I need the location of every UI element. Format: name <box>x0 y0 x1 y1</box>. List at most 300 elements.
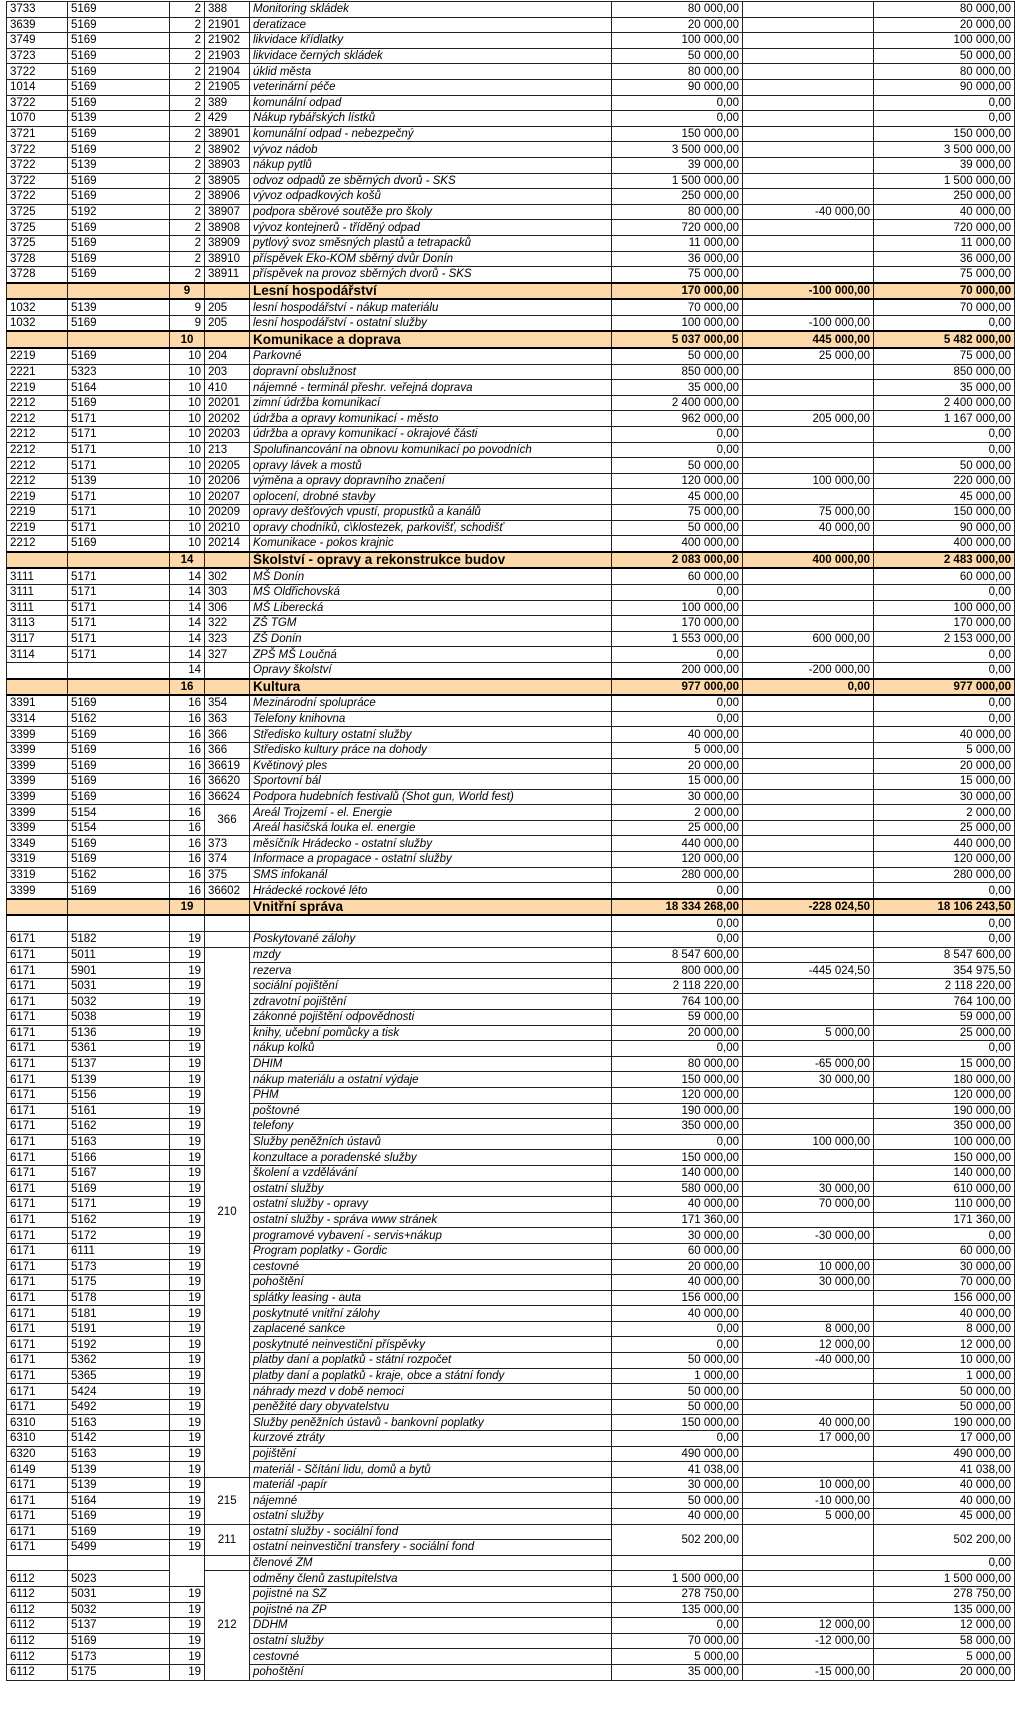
table-row <box>7 315 1015 331</box>
org-cell: 20210 <box>205 520 250 536</box>
table-row <box>7 647 1015 663</box>
text-cell: pohoštění <box>250 1664 612 1680</box>
text-cell: opravy dešťových vpustí, propustků a kanálů <box>250 505 612 521</box>
polozka-cell: 5169 <box>68 348 170 364</box>
org-cell: 323 <box>205 631 250 647</box>
polozka-cell: 5169 <box>68 189 170 205</box>
budget-cell: 0,00 <box>612 95 743 111</box>
change-cell: 30 000,00 <box>743 1275 874 1291</box>
odbor-cell: 2 <box>170 17 205 33</box>
text-cell: měsíčník Hrádecko - ostatní služby <box>250 836 612 852</box>
adjusted-cell: 0,00 <box>874 1228 1015 1244</box>
paragraf-cell: 6171 <box>7 1306 68 1322</box>
table-row <box>7 805 1015 821</box>
paragraf-cell: 3399 <box>7 789 68 805</box>
text-cell: Komunikace a doprava <box>250 331 612 348</box>
change-cell: 10 000,00 <box>743 1477 874 1493</box>
polozka-cell: 5154 <box>68 805 170 821</box>
polozka-cell: 5169 <box>68 836 170 852</box>
budget-cell: 75 000,00 <box>612 267 743 283</box>
text-cell: Mezinárodní spolupráce <box>250 695 612 711</box>
table-row <box>7 1571 1015 1587</box>
paragraf-cell: 2212 <box>7 473 68 489</box>
odbor-cell: 19 <box>170 1275 205 1291</box>
adjusted-cell: 45 000,00 <box>874 489 1015 505</box>
table-row <box>7 489 1015 505</box>
odbor-cell: 19 <box>170 1306 205 1322</box>
table-row <box>7 536 1015 552</box>
change-cell <box>743 64 874 80</box>
polozka-cell: 5172 <box>68 1228 170 1244</box>
change-cell: 12 000,00 <box>743 1618 874 1634</box>
text-cell: ostatní služby <box>250 1509 612 1525</box>
change-cell: 100 000,00 <box>743 473 874 489</box>
org-cell: 38911 <box>205 267 250 283</box>
change-cell <box>743 220 874 236</box>
adjusted-cell: 60 000,00 <box>874 1243 1015 1259</box>
table-row <box>7 1010 1015 1026</box>
table-row <box>7 932 1015 948</box>
budget-cell: 0,00 <box>612 1041 743 1057</box>
org-cell: 354 <box>205 695 250 711</box>
adjusted-cell: 59 000,00 <box>874 1010 1015 1026</box>
budget-cell: 30 000,00 <box>612 789 743 805</box>
budget-cell: 150 000,00 <box>612 1072 743 1088</box>
odbor-cell: 10 <box>170 473 205 489</box>
polozka-cell: 5169 <box>68 883 170 899</box>
table-row <box>7 1368 1015 1384</box>
budget-cell: 8 547 600,00 <box>612 947 743 963</box>
table-row <box>7 789 1015 805</box>
odbor-cell: 19 <box>170 1290 205 1306</box>
paragraf-cell: 3725 <box>7 220 68 236</box>
adjusted-cell: 156 000,00 <box>874 1290 1015 1306</box>
budget-cell: 80 000,00 <box>612 2 743 18</box>
odbor-cell: 10 <box>170 364 205 380</box>
change-cell <box>743 616 874 632</box>
adjusted-cell: 20 000,00 <box>874 17 1015 33</box>
adjusted-cell: 100 000,00 <box>874 600 1015 616</box>
change-cell <box>743 1602 874 1618</box>
table-row <box>7 267 1015 283</box>
odbor-cell: 14 <box>170 662 205 678</box>
text-cell: Středisko kultury ostatní služby <box>250 727 612 743</box>
text-cell: knihy, učební pomůcky a tisk <box>250 1025 612 1041</box>
polozka-cell: 5142 <box>68 1431 170 1447</box>
text-cell: výměna a opravy dopravního značení <box>250 473 612 489</box>
paragraf-cell: 2219 <box>7 380 68 396</box>
adjusted-cell: 850 000,00 <box>874 364 1015 380</box>
odbor-cell: 16 <box>170 742 205 758</box>
change-cell <box>743 79 874 95</box>
odbor-cell: 19 <box>170 899 205 916</box>
change-cell <box>743 380 874 396</box>
odbor-cell: 16 <box>170 711 205 727</box>
paragraf-cell: 3399 <box>7 758 68 774</box>
odbor-cell: 10 <box>170 536 205 552</box>
polozka-cell: 5171 <box>68 458 170 474</box>
budget-cell: 350 000,00 <box>612 1119 743 1135</box>
odbor-cell: 10 <box>170 395 205 411</box>
odbor-cell: 14 <box>170 552 205 569</box>
change-cell <box>743 95 874 111</box>
budget-cell: 20 000,00 <box>612 1025 743 1041</box>
table-row <box>7 852 1015 868</box>
paragraf-cell: 3111 <box>7 600 68 616</box>
odbor-cell: 19 <box>170 1010 205 1026</box>
paragraf-cell: 6171 <box>7 1321 68 1337</box>
change-cell <box>743 978 874 994</box>
change-cell <box>743 1290 874 1306</box>
budget-cell: 75 000,00 <box>612 505 743 521</box>
change-cell: -228 024,50 <box>743 899 874 916</box>
odbor-cell: 19 <box>170 1134 205 1150</box>
odbor-cell: 16 <box>170 727 205 743</box>
paragraf-cell: 6112 <box>7 1664 68 1680</box>
table-row <box>7 1353 1015 1369</box>
org-cell: 20201 <box>205 395 250 411</box>
table-row <box>7 947 1015 963</box>
text-cell: ZŠ TGM <box>250 616 612 632</box>
text-cell: Sportovní bál <box>250 774 612 790</box>
odbor-cell: 19 <box>170 978 205 994</box>
budget-cell: 41 038,00 <box>612 1462 743 1478</box>
change-cell <box>743 48 874 64</box>
change-cell: 205 000,00 <box>743 411 874 427</box>
odbor-cell: 19 <box>170 932 205 948</box>
adjusted-cell: 354 975,50 <box>874 963 1015 979</box>
table-row <box>7 348 1015 364</box>
text-cell: poskytnuté neinvestiční příspěvky <box>250 1337 612 1353</box>
budget-cell: 60 000,00 <box>612 568 743 584</box>
org-cell: 21903 <box>205 48 250 64</box>
budget-cell: 962 000,00 <box>612 411 743 427</box>
text-cell: komunální odpad - nebezpečný <box>250 126 612 142</box>
adjusted-cell: 2 153 000,00 <box>874 631 1015 647</box>
adjusted-cell: 764 100,00 <box>874 994 1015 1010</box>
text-cell: ostatní neinvestiční transfery - sociální fond <box>250 1540 612 1556</box>
table-row <box>7 915 1015 931</box>
adjusted-cell: 135 000,00 <box>874 1602 1015 1618</box>
paragraf-cell: 6171 <box>7 1165 68 1181</box>
change-cell: 100 000,00 <box>743 1134 874 1150</box>
change-cell <box>743 1571 874 1587</box>
polozka-cell: 5162 <box>68 867 170 883</box>
odbor-cell: 2 <box>170 95 205 111</box>
table-row <box>7 1056 1015 1072</box>
budget-cell: 2 000,00 <box>612 805 743 821</box>
budget-cell: 120 000,00 <box>612 1087 743 1103</box>
text-cell: komunální odpad <box>250 95 612 111</box>
paragraf-cell: 3721 <box>7 126 68 142</box>
table-row <box>7 742 1015 758</box>
polozka-cell: 5169 <box>68 315 170 331</box>
budget-cell: 170 000,00 <box>612 283 743 300</box>
budget-cell: 0,00 <box>612 695 743 711</box>
text-cell: mzdy <box>250 947 612 963</box>
table-row <box>7 568 1015 584</box>
budget-cell: 1 553 000,00 <box>612 631 743 647</box>
text-cell: nákup pytlů <box>250 157 612 173</box>
org-cell: 20209 <box>205 505 250 521</box>
paragraf-cell: 3319 <box>7 867 68 883</box>
adjusted-cell: 45 000,00 <box>874 1509 1015 1525</box>
adjusted-cell: 60 000,00 <box>874 568 1015 584</box>
org-cell: 38908 <box>205 220 250 236</box>
odbor-cell: 10 <box>170 331 205 348</box>
adjusted-cell: 11 000,00 <box>874 235 1015 251</box>
paragraf-cell: 3733 <box>7 2 68 18</box>
change-cell: 5 000,00 <box>743 1509 874 1525</box>
adjusted-cell: 50 000,00 <box>874 458 1015 474</box>
budget-cell: 35 000,00 <box>612 1664 743 1680</box>
table-row <box>7 1212 1015 1228</box>
paragraf-cell: 6171 <box>7 932 68 948</box>
adjusted-cell: 0,00 <box>874 1555 1015 1571</box>
paragraf-cell: 6310 <box>7 1431 68 1447</box>
odbor-cell: 19 <box>170 1103 205 1119</box>
org-cell: 327 <box>205 647 250 663</box>
org-cell: 38902 <box>205 142 250 158</box>
table-row <box>7 758 1015 774</box>
text-cell: telefony <box>250 1119 612 1135</box>
text-cell: Spolufinancování na obnovu komunikací po povodních <box>250 442 612 458</box>
adjusted-cell: 5 482 000,00 <box>874 331 1015 348</box>
text-cell: Parkovné <box>250 348 612 364</box>
paragraf-cell: 3722 <box>7 189 68 205</box>
polozka-cell: 5154 <box>68 820 170 836</box>
table-row <box>7 380 1015 396</box>
polozka-cell <box>68 331 170 348</box>
odbor-cell: 9 <box>170 299 205 315</box>
paragraf-cell: 3399 <box>7 805 68 821</box>
org-cell: 205 <box>205 315 250 331</box>
odbor-cell: 19 <box>170 1353 205 1369</box>
change-cell: -100 000,00 <box>743 315 874 331</box>
odbor-cell: 10 <box>170 348 205 364</box>
odbor-cell: 19 <box>170 1056 205 1072</box>
text-cell: Areál Trojzemí - el. Energie <box>250 805 612 821</box>
polozka-cell: 5163 <box>68 1446 170 1462</box>
change-cell: 40 000,00 <box>743 520 874 536</box>
org-cell: 389 <box>205 95 250 111</box>
change-cell <box>743 774 874 790</box>
text-cell: MŠ Donín <box>250 568 612 584</box>
adjusted-cell: 0,00 <box>874 647 1015 663</box>
text-cell: poštovné <box>250 1103 612 1119</box>
table-row <box>7 235 1015 251</box>
text-cell: splátky leasing - auta <box>250 1290 612 1306</box>
odbor-cell: 19 <box>170 1259 205 1275</box>
paragraf-cell: 6171 <box>7 1010 68 1026</box>
odbor-cell: 2 <box>170 189 205 205</box>
table-row <box>7 994 1015 1010</box>
odbor-cell: 19 <box>170 1150 205 1166</box>
paragraf-cell: 3399 <box>7 883 68 899</box>
change-cell <box>743 1119 874 1135</box>
org-cell: 204 <box>205 348 250 364</box>
table-row <box>7 64 1015 80</box>
change-cell <box>743 251 874 267</box>
change-cell <box>743 727 874 743</box>
change-cell <box>743 568 874 584</box>
change-cell <box>743 1010 874 1026</box>
paragraf-cell: 3722 <box>7 142 68 158</box>
change-cell: -200 000,00 <box>743 662 874 678</box>
org-cell: 21905 <box>205 79 250 95</box>
table-row <box>7 505 1015 521</box>
budget-cell: 100 000,00 <box>612 600 743 616</box>
table-row <box>7 1649 1015 1665</box>
text-cell: Program poplatky - Gordic <box>250 1243 612 1259</box>
paragraf-cell: 3723 <box>7 48 68 64</box>
paragraf-cell: 3722 <box>7 95 68 111</box>
change-cell <box>743 836 874 852</box>
change-cell <box>743 1555 874 1571</box>
category-row <box>7 283 1015 300</box>
text-cell: opravy lávek a mostů <box>250 458 612 474</box>
adjusted-cell: 100 000,00 <box>874 1134 1015 1150</box>
polozka-cell: 5365 <box>68 1368 170 1384</box>
paragraf-cell: 6171 <box>7 1228 68 1244</box>
budget-cell: 150 000,00 <box>612 1415 743 1431</box>
change-cell: -12 000,00 <box>743 1633 874 1649</box>
org-cell: 38910 <box>205 251 250 267</box>
budget-cell: 190 000,00 <box>612 1103 743 1119</box>
text-cell: DDHM <box>250 1618 612 1634</box>
polozka-cell: 5361 <box>68 1041 170 1057</box>
text-cell: Vnitřní správa <box>250 899 612 916</box>
odbor-cell: 10 <box>170 520 205 536</box>
polozka-cell: 5169 <box>68 1633 170 1649</box>
change-cell <box>743 915 874 931</box>
table-row <box>7 883 1015 899</box>
table-row <box>7 1633 1015 1649</box>
text-cell: PHM <box>250 1087 612 1103</box>
polozka-cell <box>68 679 170 696</box>
polozka-cell: 5169 <box>68 758 170 774</box>
paragraf-cell: 3749 <box>7 33 68 49</box>
polozka-cell: 5169 <box>68 142 170 158</box>
adjusted-cell: 30 000,00 <box>874 1259 1015 1275</box>
budget-table <box>6 1 1015 1681</box>
table-row <box>7 1493 1015 1509</box>
paragraf-cell: 3399 <box>7 820 68 836</box>
odbor-cell: 16 <box>170 805 205 821</box>
odbor-cell: 10 <box>170 427 205 443</box>
text-cell: Nákup rybářských lístků <box>250 111 612 127</box>
odbor-cell: 19 <box>170 1493 205 1509</box>
text-cell: platby daní a poplatků - kraje, obce a státní fondy <box>250 1368 612 1384</box>
polozka-cell: 5032 <box>68 994 170 1010</box>
budget-cell: 50 000,00 <box>612 1353 743 1369</box>
odbor-cell: 2 <box>170 251 205 267</box>
change-cell <box>743 536 874 552</box>
budget-cell: 40 000,00 <box>612 1197 743 1213</box>
change-cell <box>743 1165 874 1181</box>
budget-cell: 2 083 000,00 <box>612 552 743 569</box>
org-cell: 366 <box>205 805 250 836</box>
change-cell <box>743 126 874 142</box>
adjusted-cell: 70 000,00 <box>874 299 1015 315</box>
adjusted-cell: 180 000,00 <box>874 1072 1015 1088</box>
adjusted-cell: 50 000,00 <box>874 1399 1015 1415</box>
polozka-cell: 5499 <box>68 1540 170 1556</box>
odbor-cell: 2 <box>170 48 205 64</box>
adjusted-cell: 90 000,00 <box>874 79 1015 95</box>
adjusted-cell: 40 000,00 <box>874 1477 1015 1493</box>
text-cell: Kultura <box>250 679 612 696</box>
text-cell: školení a vzdělávání <box>250 1165 612 1181</box>
change-cell: 8 000,00 <box>743 1321 874 1337</box>
budget-cell: 1 500 000,00 <box>612 173 743 189</box>
table-row <box>7 364 1015 380</box>
adjusted-cell: 25 000,00 <box>874 1025 1015 1041</box>
paragraf-cell: 6112 <box>7 1633 68 1649</box>
odbor-cell: 14 <box>170 647 205 663</box>
adjusted-cell: 40 000,00 <box>874 204 1015 220</box>
odbor-cell: 9 <box>170 283 205 300</box>
polozka-cell: 5323 <box>68 364 170 380</box>
change-cell <box>743 1399 874 1415</box>
odbor-cell: 10 <box>170 380 205 396</box>
budget-cell: 800 000,00 <box>612 963 743 979</box>
org-cell <box>205 1555 250 1571</box>
polozka-cell: 6111 <box>68 1243 170 1259</box>
text-cell: Telefony knihovna <box>250 711 612 727</box>
org-cell <box>205 932 250 948</box>
polozka-cell: 5169 <box>68 79 170 95</box>
change-cell: -15 000,00 <box>743 1664 874 1680</box>
paragraf-cell: 3314 <box>7 711 68 727</box>
adjusted-cell: 30 000,00 <box>874 789 1015 805</box>
polozka-cell: 5175 <box>68 1664 170 1680</box>
org-cell: 21901 <box>205 17 250 33</box>
polozka-cell: 5169 <box>68 33 170 49</box>
odbor-cell: 19 <box>170 994 205 1010</box>
table-row <box>7 963 1015 979</box>
polozka-cell: 5171 <box>68 489 170 505</box>
org-cell: 374 <box>205 852 250 868</box>
table-row <box>7 173 1015 189</box>
budget-cell: 150 000,00 <box>612 126 743 142</box>
table-row <box>7 1072 1015 1088</box>
paragraf-cell: 3399 <box>7 742 68 758</box>
table-row <box>7 631 1015 647</box>
adjusted-cell: 20 000,00 <box>874 758 1015 774</box>
adjusted-cell: 15 000,00 <box>874 1056 1015 1072</box>
odbor-cell: 19 <box>170 1119 205 1135</box>
adjusted-cell: 80 000,00 <box>874 64 1015 80</box>
paragraf-cell: 6171 <box>7 1181 68 1197</box>
adjusted-cell: 350 000,00 <box>874 1119 1015 1135</box>
change-cell <box>743 883 874 899</box>
text-cell: ostatní služby <box>250 1181 612 1197</box>
change-cell <box>743 33 874 49</box>
budget-cell: 30 000,00 <box>612 1228 743 1244</box>
budget-cell: 0,00 <box>612 1618 743 1634</box>
paragraf-cell: 6112 <box>7 1602 68 1618</box>
adjusted-cell: 0,00 <box>874 662 1015 678</box>
budget-cell: 502 200,00 <box>612 1524 743 1555</box>
budget-cell: 15 000,00 <box>612 774 743 790</box>
budget-cell: 135 000,00 <box>612 1602 743 1618</box>
table-row <box>7 1321 1015 1337</box>
polozka-cell: 5163 <box>68 1134 170 1150</box>
budget-cell: 36 000,00 <box>612 251 743 267</box>
polozka-cell: 5038 <box>68 1010 170 1026</box>
text-cell: SMS infokanál <box>250 867 612 883</box>
